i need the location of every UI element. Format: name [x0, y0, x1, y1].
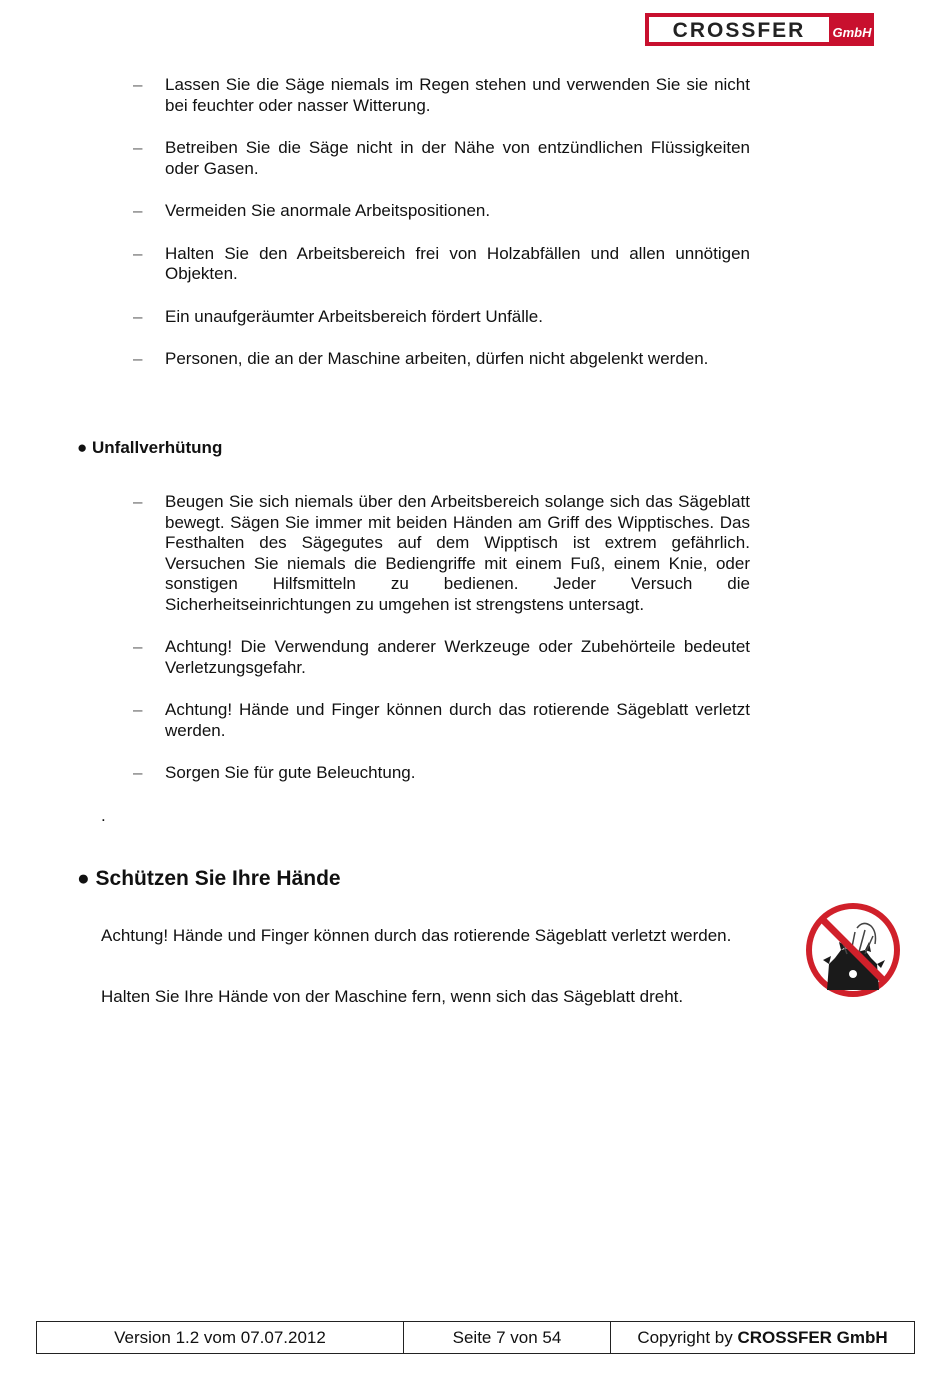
list-item: – Lassen Sie die Säge niemals im Regen stehen und verwenden Sie sie nicht bei feuchter oder nasser Witterung. [133, 75, 750, 115]
list-item: – Achtung! Hände und Finger können durch das rotierende Sägeblatt verletzt werden. [133, 700, 750, 740]
footer-page-number: Seite 7 von 54 [404, 1322, 611, 1354]
footer-copyright: Copyright by CROSSFER GmbH [611, 1322, 915, 1354]
list-item: – Vermeiden Sie anormale Arbeitspositionen. [133, 201, 491, 220]
safety-list-2 [133, 492, 750, 806]
list-item: – Beugen Sie sich niemals über den Arbeitsbereich solange sich das Sägeblatt bewegt. Sägen Sie immer mit beiden Händen am Griff des Wipptisches. Das Festhalten des Sägegutes auf dem Wipptisch ist extrem gefährlich. Versuchen Sie niemals die Bediengriffe mit einem Fuß, einem Knie, oder sonstigen Hilfsmitteln zu bedienen. Jeder Versuch die Sicherheitseinrichtungen zu umgehen ist strengstens untersagt. [133, 492, 750, 614]
list-item: – Sorgen Sie für gute Beleuchtung. [133, 763, 416, 782]
list-item: – Betreiben Sie die Säge nicht in der Nähe von entzündlichen Flüssigkeiten oder Gasen. [133, 138, 750, 178]
crossfer-logo [644, 12, 875, 47]
safety-list-1 [133, 75, 750, 392]
footer-table [36, 1321, 915, 1354]
logo-text: CROSSFER [672, 19, 806, 42]
footer-version: Version 1.2 vom 07.07.2012 [37, 1322, 404, 1354]
paragraph-warning: Achtung! Hände und Finger können durch das rotierende Sägeblatt verletzt werden. [101, 926, 732, 945]
list-item: – Personen, die an der Maschine arbeiten, dürfen nicht abgelenkt werden. [133, 349, 709, 368]
section-heading-haende: ● Schützen Sie Ihre Hände [77, 867, 341, 890]
logo-suffix: GmbH [832, 25, 872, 40]
section-heading-unfallverhuetung: ● Unfallverhütung [77, 438, 223, 457]
footer-company: CROSSFER GmbH [737, 1327, 888, 1347]
list-item: – Halten Sie den Arbeitsbereich frei von Holzabfällen und allen unnötigen Objekten. [133, 243, 750, 283]
stray-dot: . [101, 806, 106, 825]
list-item: – Ein unaufgeräumter Arbeitsbereich fördert Unfälle. [133, 306, 543, 326]
no-hands-saw-blade-icon [805, 902, 901, 998]
paragraph-instruction: Halten Sie Ihre Hände von der Maschine fern, wenn sich das Sägeblatt dreht. [101, 987, 684, 1006]
list-item: – Achtung! Die Verwendung anderer Werkzeuge oder Zubehörteile bedeutet Verletzungsgefahr. [133, 637, 750, 677]
